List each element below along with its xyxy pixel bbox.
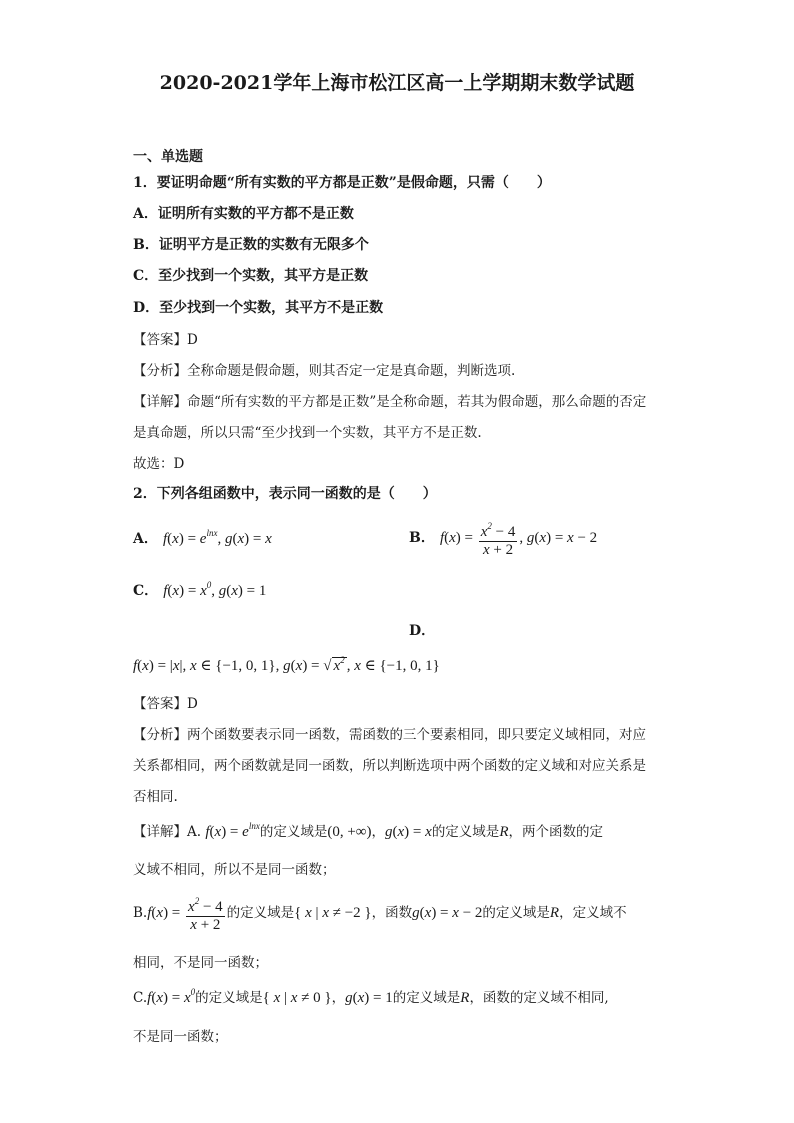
q1-detail-line-2: 是真命题，所以只需“至少找到一个实数，其平方不是正数.: [133, 425, 482, 441]
formula: g(x) = 1: [345, 990, 393, 1006]
q2-analysis-line-1: [133, 723, 646, 743]
q2-option-c: [133, 580, 266, 600]
detail-text: 的定义域是: [431, 824, 500, 840]
q2-option-d-label: D．: [409, 623, 436, 639]
q2-detail-b-line-2: 相同，不是同一函数；: [133, 955, 268, 971]
formula: $f(x) = x^0$, g(x) = 1: [163, 580, 267, 599]
q1-option-d: D．至少找到一个实数，其平方不是正数: [133, 300, 384, 316]
q1-option-c: C．至少找到一个实数，其平方是正数: [133, 268, 369, 284]
detail-text: ，函数: [371, 904, 413, 921]
formula: { x | x ≠ −2 }: [294, 904, 372, 921]
detail-prefix: B.: [133, 904, 148, 921]
q1-analysis: [133, 359, 515, 379]
analysis-tag: 【分析】: [133, 363, 187, 379]
formula: R: [460, 990, 470, 1006]
detail-text: 的定义域是: [392, 990, 461, 1006]
detail-text: ，两个函数的定: [508, 824, 603, 840]
formula: R: [549, 904, 560, 921]
answer-value: D: [187, 696, 198, 712]
formula: $f(x) = e^{lnx}$: [205, 821, 260, 840]
q1-option-a: A．证明所有实数的平方都不是正数: [133, 206, 354, 222]
detail-text: ，: [371, 824, 385, 840]
q2-detail-a-line-1: [133, 820, 603, 841]
answer-tag: 【答案】: [133, 332, 187, 348]
q1-option-b: B．证明平方是正数的实数有无限多个: [133, 237, 369, 253]
detail-text: 的定义域是: [226, 904, 295, 921]
q1-detail-line-1: [133, 390, 646, 410]
q2-option-b: [409, 518, 597, 559]
page-title: 2020-2021学年上海市松江区高一上学期期末数学试题: [159, 72, 635, 94]
detail-tag: 【详解】: [133, 824, 187, 840]
formula: $f(x) = e^{lnx}$, g(x) = x: [162, 528, 272, 547]
detail-text: 命题“所有实数的平方都是正数”是全称命题，若其为假命题，那么命题的否定: [187, 394, 647, 410]
detail-text: 的定义域是: [259, 824, 328, 840]
detail-text: ，: [331, 990, 346, 1006]
detail-prefix: A.: [187, 824, 202, 840]
formula: f(x) = $\frac{x^2 - 4}{x + 2}$: [147, 905, 226, 921]
detail-text: 的定义域是: [482, 904, 550, 921]
formula: g(x) = x: [385, 824, 432, 840]
formula: g(x) = x − 2: [412, 904, 483, 921]
detail-text: ，函数的定义域不相同,: [469, 990, 609, 1006]
formula: R: [499, 824, 509, 840]
option-label: A．: [133, 531, 158, 547]
analysis-text: 全称命题是假命题，则其否定一定是真命题，判断选项.: [187, 363, 516, 379]
detail-text: ，定义域不: [559, 904, 627, 921]
option-label: B．: [409, 529, 435, 546]
q2-option-a: [133, 528, 272, 548]
option-label: C．: [133, 583, 159, 599]
q2-detail-b-line-1: [133, 893, 627, 934]
q2-answer: [133, 692, 198, 712]
q2-analysis-line-3: 否相同.: [133, 789, 178, 805]
formula: $f(x) = x^0$: [147, 987, 196, 1006]
detail-tag: 【详解】: [133, 394, 187, 410]
formula: f(x) = $\frac{x^2 - 4}{x + 2}$ , g(x) = x − 2: [440, 530, 597, 546]
answer-tag: 【答案】: [133, 696, 187, 712]
q2-analysis-line-2: 关系都相同，两个函数就是同一函数，所以判断选项中两个函数的定义域和对应关系是: [133, 758, 646, 774]
q1-answer: [133, 328, 198, 348]
detail-prefix: C.: [133, 990, 148, 1006]
formula: (0, +∞): [327, 824, 372, 840]
q2-option-d-formula: f(x) = |x|, x ∈ {−1, 0, 1}, g(x) = √ $x^2$ , x ∈ {−1, 0, 1}: [133, 655, 440, 674]
q2-stem: 2．下列各组函数中，表示同一函数的是（ ）: [133, 486, 437, 502]
q1-stem: 1．要证明命题“所有实数的平方都是正数”是假命题，只需（ ）: [133, 175, 551, 191]
formula: { x | x ≠ 0 }: [262, 990, 332, 1006]
analysis-text: 两个函数要表示同一函数，需函数的三个要素相同，即只要定义域相同，对应: [187, 727, 646, 743]
detail-text: 的定义域是: [195, 990, 263, 1006]
q1-choose: 故选：D: [133, 456, 185, 472]
answer-value: D: [187, 332, 198, 348]
section-heading: 一、单选题: [133, 149, 203, 165]
q2-detail-c-line-1: [133, 986, 609, 1007]
q2-detail-a-line-2: 义域不相同，所以不是同一函数；: [133, 862, 336, 878]
analysis-tag: 【分析】: [133, 727, 187, 743]
q2-detail-c-line-2: 不是同一函数；: [133, 1029, 228, 1045]
